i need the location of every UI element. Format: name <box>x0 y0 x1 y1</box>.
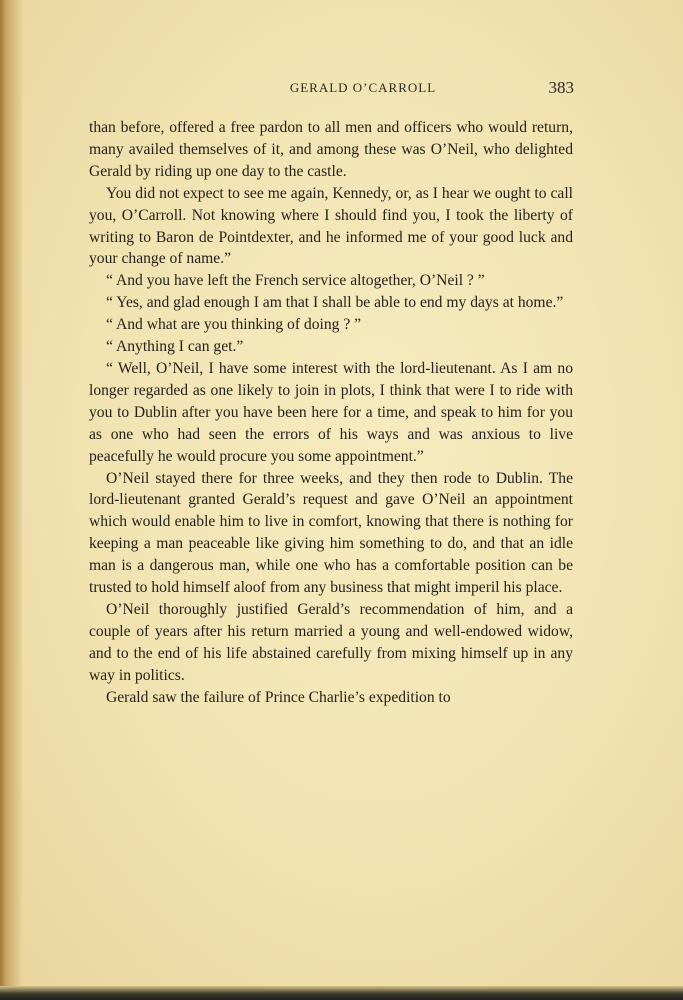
page-number: 383 <box>548 78 574 97</box>
running-title: GERALD O’CARROLL <box>289 80 437 95</box>
paragraph: “ Well, O’Neil, I have some interest with the lord-lieutenant. As I am no longer regarded as one likely to join in plots, I think that were I to ride with you to Dublin after you have been here for a time, and speak to him for you as one who had seen the errors of his ways and was anxious to live peacefully he would procure you some appointment.” <box>89 359 573 465</box>
paragraph: You did not expect to see me again, Kennedy, or, as I hear we ought to call you, O’Carroll. Not knowing where I should find you, I took the liberty of writing to Baron de Pointdexter, and he informed me of your good luck and your change of name.” <box>89 184 573 268</box>
paragraph: O’Neil stayed there for three weeks, and they then rode to Dublin. The lord-lieutenant granted Gerald’s request and gave O’Neil an appointment which would enable him to live in comfort, knowing that there is nothing for keeping a man peaceable like giving him something to do, and that an idle man is a dangerous man, while one who has a comfortable position can be trusted to hold himself aloof from any business that might imperil his place. <box>89 469 573 597</box>
binding-shadow <box>0 0 22 1000</box>
paragraph: Gerald saw the failure of Prince Charlie’s expedition to <box>106 688 451 706</box>
paragraph-continued: than before, offered a free pardon to all men and officers who would return, many availed themselves of it, and among these was O’Neil, who delighted Gerald by riding up one day to the castle. <box>89 119 573 180</box>
paragraph: O’Neil thoroughly justified Gerald’s recommendation of him, and a couple of years after his return married a young and well-endowed widow, and to the end of his life abstained carefully from mixing himself up in any way in politics. <box>89 600 573 684</box>
page-header <box>88 78 574 100</box>
paragraph: “ Yes, and glad enough I am that I shall be able to end my days at home.” <box>106 294 564 312</box>
paragraph: “ And you have left the French service altogether, O’Neil ? ” <box>106 272 485 290</box>
paragraph: “ And what are you thinking of doing ? ” <box>106 316 362 334</box>
body-text <box>89 117 573 708</box>
paragraph: “ Anything I can get.” <box>106 338 244 356</box>
page-bottom-edge <box>0 986 683 1000</box>
